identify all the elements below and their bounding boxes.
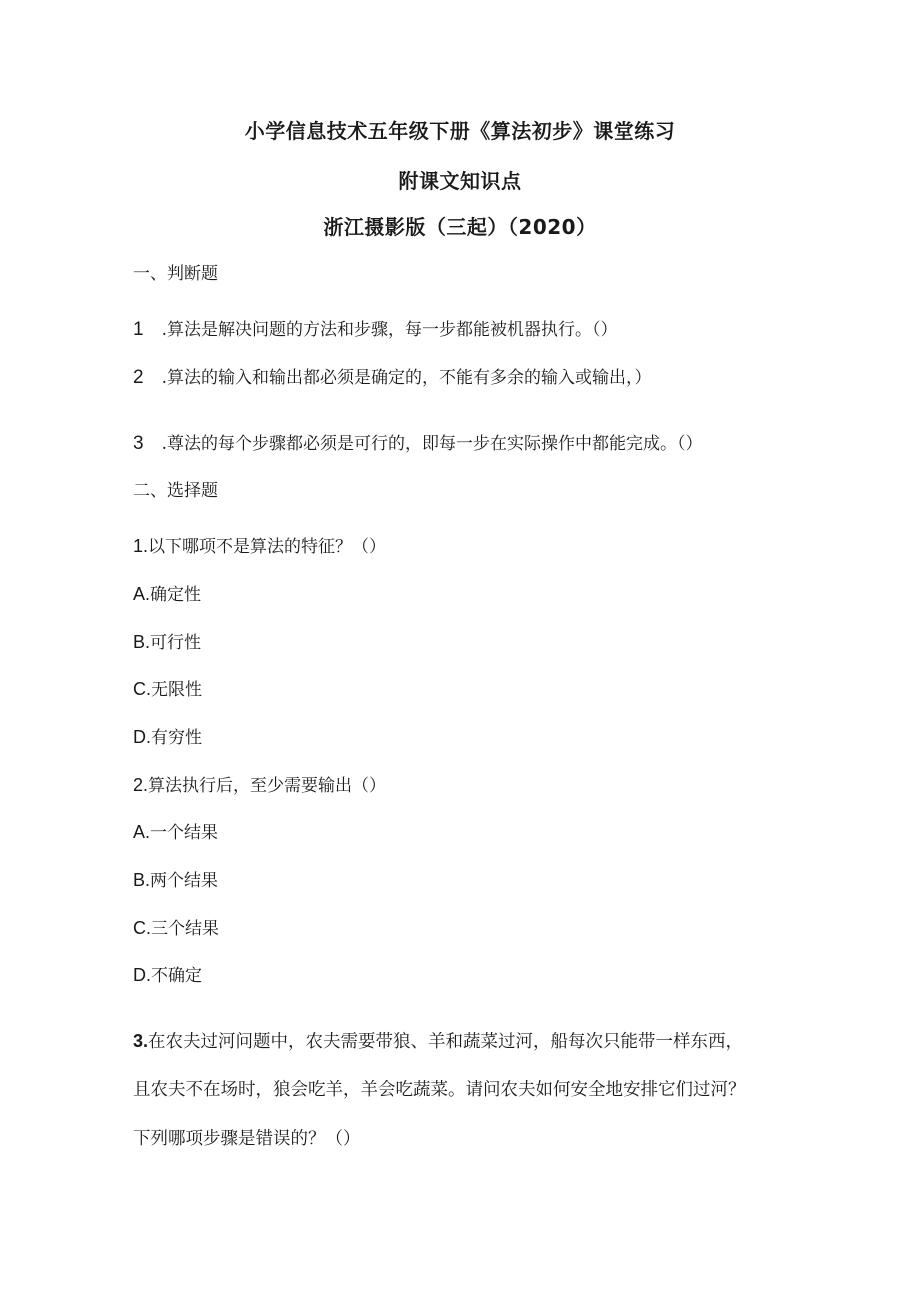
item-number: 1 bbox=[133, 319, 144, 340]
question-number: 3. bbox=[133, 1031, 149, 1051]
option-item bbox=[133, 728, 202, 747]
option-text: 两个结果 bbox=[150, 871, 219, 891]
title-line-2: 附课文知识点 bbox=[398, 169, 522, 193]
option-item bbox=[133, 633, 201, 652]
question-stem bbox=[133, 776, 386, 795]
title-line-3: 浙江摄影版（三起）（2020） bbox=[323, 215, 597, 239]
item-text: .尊法的每个步骤都必须是可行的，即每一步在实际操作中都能完成。（） bbox=[161, 434, 703, 454]
question-stem-line-2: 且农夫不在场时，狼会吃羊，羊会吃蔬菜。请问农夫如何安全地安排它们过河？ bbox=[133, 1080, 746, 1100]
option-text: 三个结果 bbox=[151, 919, 219, 939]
option-text: 不确定 bbox=[151, 966, 202, 986]
option-item bbox=[133, 585, 201, 604]
option-letter: C. bbox=[133, 679, 151, 699]
section-heading-choice: 二、选择题 bbox=[133, 481, 218, 501]
option-text: 一个结果 bbox=[150, 823, 219, 843]
section-heading-judgment: 一、判断题 bbox=[133, 264, 218, 284]
option-letter: D. bbox=[133, 965, 151, 985]
question-text: 算法执行后，至少需要输出（） bbox=[148, 776, 387, 796]
option-item bbox=[133, 966, 202, 985]
option-letter: A. bbox=[133, 822, 151, 842]
option-letter: B. bbox=[133, 870, 151, 890]
option-item bbox=[133, 680, 202, 699]
option-letter: D. bbox=[133, 727, 151, 747]
item-number: 2 bbox=[133, 367, 144, 388]
judgment-item bbox=[133, 434, 702, 453]
option-letter: A. bbox=[133, 584, 151, 604]
option-item bbox=[133, 919, 219, 938]
title-line-1: 小学信息技术五年级下册《算法初步》课堂练习 bbox=[244, 119, 676, 143]
option-text: 可行性 bbox=[150, 633, 202, 653]
option-letter: B. bbox=[133, 632, 151, 652]
question-number: 1. bbox=[133, 536, 149, 556]
option-text: 确定性 bbox=[150, 585, 202, 605]
option-letter: C. bbox=[133, 918, 151, 938]
judgment-item bbox=[133, 320, 617, 339]
item-text: .算法的输入和输出都必须是确定的，不能有多余的输入或输出，） bbox=[161, 368, 652, 388]
option-text: 有穷性 bbox=[151, 728, 202, 748]
item-text: .算法是解决问题的方法和步骤，每一步都能被机器执行。（） bbox=[161, 320, 618, 340]
question-stem-line-1 bbox=[133, 1032, 743, 1052]
option-item bbox=[133, 823, 218, 842]
judgment-item bbox=[133, 368, 651, 387]
question-text: 以下哪项不是算法的特征？（） bbox=[148, 537, 387, 557]
option-item bbox=[133, 871, 218, 890]
question-stem-line-3: 下列哪项步骤是错误的？（） bbox=[133, 1129, 361, 1149]
item-number: 3 bbox=[133, 433, 144, 454]
question-stem bbox=[133, 537, 386, 556]
question-text: 在农夫过河问题中，农夫需要带狼、羊和蔬菜过河，船每次只能带一样东西， bbox=[148, 1032, 744, 1052]
question-number: 2. bbox=[133, 775, 149, 795]
option-text: 无限性 bbox=[151, 680, 202, 700]
